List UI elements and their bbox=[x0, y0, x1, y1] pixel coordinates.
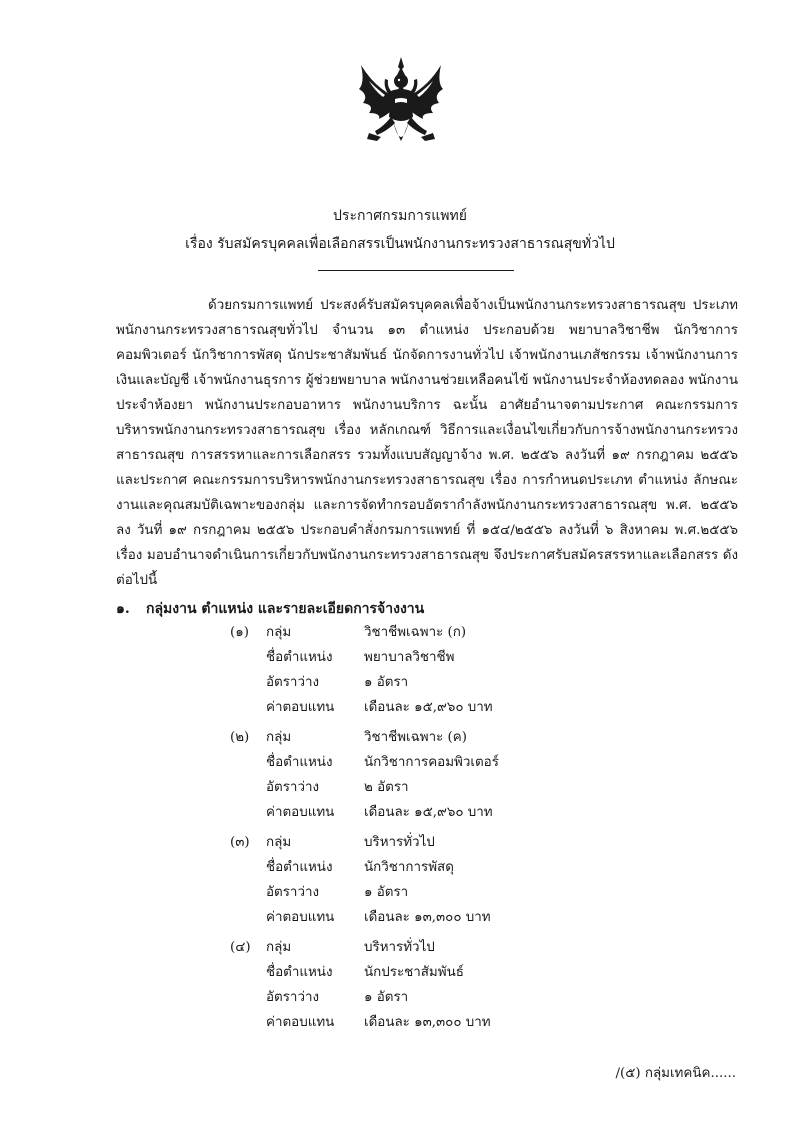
pay-value: เดือนละ ๑๕,๙๖๐ บาท bbox=[364, 805, 493, 820]
group-number: (๓) bbox=[230, 835, 250, 850]
group-value: วิชาชีพเฉพาะ (ก) bbox=[364, 625, 467, 640]
job-group-4 bbox=[230, 935, 491, 1035]
pay-value: เดือนละ ๑๓,๓๐๐ บาท bbox=[364, 910, 491, 925]
group-label: กลุ่ม bbox=[266, 835, 292, 850]
pay-label: ค่าตอบแทน bbox=[266, 700, 335, 715]
position-value: พยาบาลวิชาชีพ bbox=[364, 650, 455, 665]
group-number: (๒) bbox=[230, 730, 250, 745]
group-value: บริหารทั่วไป bbox=[364, 940, 435, 955]
position-label: ชื่อตำแหน่ง bbox=[266, 860, 333, 875]
group-label: กลุ่ม bbox=[266, 730, 292, 745]
group-label: กลุ่ม bbox=[266, 940, 292, 955]
group-number: (๑) bbox=[230, 625, 249, 640]
position-value: นักวิชาการคอมพิวเตอร์ bbox=[364, 755, 499, 770]
group-value: บริหารทั่วไป bbox=[364, 835, 435, 850]
section-1-heading bbox=[116, 598, 424, 620]
vacancy-value: ๑ อัตรา bbox=[364, 675, 409, 690]
announcement-body bbox=[116, 293, 738, 593]
pay-value: เดือนละ ๑๕,๙๖๐ บาท bbox=[364, 700, 493, 715]
vacancy-value: ๑ อัตรา bbox=[364, 885, 409, 900]
position-label: ชื่อตำแหน่ง bbox=[266, 650, 333, 665]
page-continuation-note: /(๕) กลุ่มเทคนิค...... bbox=[615, 1066, 736, 1081]
job-group-3 bbox=[230, 830, 491, 930]
pay-label: ค่าตอบแทน bbox=[266, 805, 335, 820]
position-value: นักวิชาการพัสดุ bbox=[364, 860, 454, 875]
group-number: (๔) bbox=[230, 940, 251, 955]
title-divider bbox=[318, 270, 514, 271]
announcement-org-title: ประกาศกรมการแพทย์ bbox=[333, 208, 467, 224]
group-label: กลุ่ม bbox=[266, 625, 292, 640]
announcement-subject: เรื่อง รับสมัครบุคคลเพื่อเลือกสรรเป็นพนักงานกระทรวงสาธารณสุขทั่วไป bbox=[185, 236, 615, 252]
group-value: วิชาชีพเฉพาะ (ค) bbox=[364, 730, 467, 745]
pay-value: เดือนละ ๑๓,๓๐๐ บาท bbox=[364, 1015, 491, 1030]
pay-label: ค่าตอบแทน bbox=[266, 910, 335, 925]
vacancy-label: อัตราว่าง bbox=[266, 885, 320, 900]
vacancy-label: อัตราว่าง bbox=[266, 675, 320, 690]
pay-label: ค่าตอบแทน bbox=[266, 1015, 335, 1030]
body-paragraph: ด้วยกรมการแพทย์ ประสงค์รับสมัครบุคคลเพื่อจ้างเป็นพนักงานกระทรวงสาธารณสุข ประเภทพนักงานกระทรวงสาธารณสุขทั่วไป จำนวน ๑๓ ตำแหน่ง ประกอบด้วย พยาบาลวิชาชีพ นักวิชาการคอมพิวเตอร์ นักวิชาการพัสดุ นักประชาสัมพันธ์ นักจัดการงานทั่วไป เจ้าพนักงานเภสัชกรรม เจ้าพนักงานการเงินและบัญชี เจ้าพนักงานธุรการ ผู้ช่วยพยาบาล พนักงานช่วยเหลือคนไข้ พนักงานประจำห้องทดลอง พนักงานประจำห้องยา พนักงานประกอบอาหาร พนักงานบริการ ฉะนั้น อาศัยอำนาจตามประกาศ คณะกรรมการบริหารพนักงานกระทรวงสาธารณสุข เรื่อง หลักเกณฑ์ วิธีการและเงื่อนไขเกี่ยวกับการจ้างพนักงานกระทรวงสาธารณสุข การสรรหาและการเลือกสรร รวมทั้งแบบสัญญาจ้าง พ.ศ. ๒๕๕๖ ลงวันที่ ๑๙ กรกฎาคม ๒๕๕๖ และประกาศ คณะกรรมการบริหารพนักงานกระทรวงสาธารณสุข เรื่อง การกำหนดประเภท ตำแหน่ง ลักษณะงานและคุณสมบัติเฉพาะของกลุ่ม และการจัดทำกรอบอัตรากำลังพนักงานกระทรวงสาธารณสุข พ.ศ. ๒๕๕๖ ลง วันที่ ๑๙ กรกฎาคม ๒๕๕๖ ประกอบคำสั่งกรมการแพทย์ ที่ ๑๕๔/๒๕๕๖ ลงวันที่ ๖ สิงหาคม พ.ศ.๒๕๕๖ เรื่อง มอบอำนาจดำเนินการเกี่ยวกับพนักงานกระทรวงสาธารณสุข จึงประกาศรับสมัครสรรหาและเลือกสรร ดังต่อไปนี้ bbox=[116, 298, 738, 588]
position-label: ชื่อตำแหน่ง bbox=[266, 965, 333, 980]
position-label: ชื่อตำแหน่ง bbox=[266, 755, 333, 770]
garuda-emblem-icon bbox=[355, 55, 447, 155]
vacancy-label: อัตราว่าง bbox=[266, 990, 320, 1005]
vacancy-label: อัตราว่าง bbox=[266, 780, 320, 795]
job-group-1 bbox=[230, 620, 493, 720]
section-title: กลุ่มงาน ตำแหน่ง และรายละเอียดการจ้างงาน bbox=[146, 601, 425, 617]
vacancy-value: ๑ อัตรา bbox=[364, 990, 409, 1005]
job-group-2 bbox=[230, 725, 499, 825]
section-number: ๑. bbox=[116, 601, 130, 617]
position-value: นักประชาสัมพันธ์ bbox=[364, 965, 464, 980]
vacancy-value: ๒ อัตรา bbox=[364, 780, 409, 795]
